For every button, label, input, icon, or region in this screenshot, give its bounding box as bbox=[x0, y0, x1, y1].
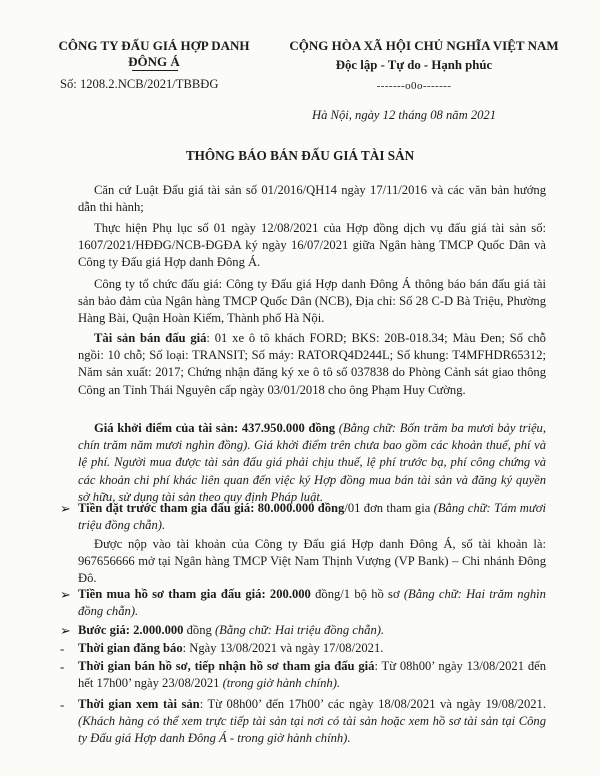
sale-time-item bbox=[60, 658, 546, 692]
company-name-line2: ĐÔNG Á bbox=[128, 54, 180, 69]
notice-time-label: Thời gian đăng báo bbox=[78, 641, 183, 655]
arrow-bullet-icon: ➢ bbox=[60, 587, 71, 602]
bid-step-label: Bước giá: 2.000.000 bbox=[78, 623, 184, 637]
page-title: THÔNG BÁO BÁN ĐẤU GIÁ TÀI SẢN bbox=[185, 148, 415, 163]
deposit-item bbox=[60, 500, 546, 534]
deposit-label: Tiền đặt trước tham gia đấu giá: 80.000.000 đồng bbox=[78, 501, 345, 515]
motto-separator: -------o0o------- bbox=[376, 80, 452, 92]
viewing-time-note: (Khách hàng có thể xem trực tiếp tài sản tại nơi có tài sản hoặc xem hồ sơ tài sản tại Công ty Đấu giá Hợp danh Đông Á - trong giờ hành chính). bbox=[78, 714, 546, 746]
company-underline bbox=[132, 70, 178, 71]
company-name-line1: CÔNG TY ĐẤU GIÁ HỢP DANH bbox=[58, 38, 250, 53]
dash-bullet: - bbox=[60, 697, 65, 712]
viewing-time-text: : Từ 08h00’ đến 17h00’ các ngày 18/08/2021 và ngày 19/08/2021. bbox=[199, 697, 546, 711]
sale-time-note: (trong giờ hành chính). bbox=[222, 676, 341, 691]
place-date: Hà Nội, ngày 12 tháng 08 năm 2021 bbox=[312, 108, 497, 122]
organizer-paragraph: Công ty tổ chức đấu giá: Công ty Đấu giá Hợp danh Đông Á thông báo bán đấu giá tài sản bảo đảm của Ngân hàng TMCP Quốc Dân (NCB), Địa chỉ: Số 28 C-D Bà Triệu, Phường Hàng Bài, Quận Hoàn Kiếm, Thành phố Hà Nội. bbox=[78, 277, 546, 326]
dossier-fee-item bbox=[60, 586, 546, 620]
sale-time-text: : Từ 08h00’ ngày 13/08/2021 đến hết 17h00’ ngày 23/08/2021 bbox=[78, 659, 546, 691]
sale-time-label: Thời gian bán hồ sơ, tiếp nhận hồ sơ tham gia đấu giá bbox=[78, 659, 375, 673]
viewing-time-label: Thời gian xem tài sản bbox=[78, 697, 200, 711]
bid-step-unit: đồng bbox=[183, 623, 215, 637]
starting-price-label: Giá khởi điểm của tài sản: 437.950.000 đồng bbox=[94, 421, 336, 435]
starting-price-paragraph bbox=[78, 420, 546, 506]
bid-step-words: (Bằng chữ: Hai triệu đồng chẵn). bbox=[214, 623, 385, 637]
dash-bullet: - bbox=[60, 659, 65, 674]
company-name bbox=[40, 38, 268, 70]
asset-description: : 01 xe ô tô khách FORD; BKS: 20B-018.34; Màu Đen; Số chỗ ngồi: 10 chỗ; Số loại: TRANSIT; Số máy: RATORQ4D244L; Số khung: T4MFHDR65312; Năm sản xuất: 2017; Chứng nhận đăng ký xe ô tô số 037838 do Phòng Cảnh sát giao thông Công an Tỉnh Thái Nguyên cấp ngày 03/01/2018 cho ông Phạm Huy Cường. bbox=[78, 331, 546, 397]
notice-time-text: : Ngày 13/08/2021 và ngày 17/08/2021. bbox=[182, 641, 384, 655]
deposit-unit: /01 đơn tham gia bbox=[344, 501, 434, 515]
dossier-fee-label: Tiền mua hồ sơ tham gia đấu giá: 200.000 bbox=[78, 587, 311, 601]
deposit-words: (Bằng chữ: Tám mươi triệu đồng chẵn). bbox=[78, 501, 546, 533]
legal-basis-paragraph: Căn cứ Luật Đấu giá tài sản số 01/2016/QH14 ngày 17/11/2016 và các văn bản hướng dẫn thi hành; bbox=[78, 183, 546, 215]
viewing-time-item bbox=[60, 696, 546, 748]
contract-paragraph: Thực hiện Phụ lục số 01 ngày 12/08/2021 của Hợp đồng dịch vụ đấu giá tài sản số: 1607/2021/HĐĐG/NCB-ĐGĐA ký ngày 16/07/2021 giữa Ngân hàng TMCP Quốc Dân và Công ty Đấu giá Hợp danh Đông Á. bbox=[78, 221, 546, 270]
dash-bullet: - bbox=[60, 641, 65, 656]
starting-price-text: (Bằng chữ: Bốn trăm ba mươi bảy triệu, chín trăm năm mươi nghìn đồng). Giá khởi điểm trên chưa bao gồm các khoản thuế, phí và lệ phí. Người mua được tài sản đấu giá phải chịu thuế, lệ phí trước bạ, phí công chứng và các khoản chi phí khác liên quan đến việc ký Hợp đồng mua bán tài sản và đăng ký quyền sở hữu, sử dụng tài sản theo quy định Pháp luật. bbox=[78, 421, 546, 504]
arrow-bullet-icon: ➢ bbox=[60, 501, 71, 516]
doc-number: Số: 1208.2.NCB/2021/TBBĐG bbox=[60, 77, 219, 91]
asset-label: Tài sản bán đấu giá bbox=[94, 331, 207, 345]
arrow-bullet-icon: ➢ bbox=[60, 623, 71, 638]
asset-paragraph bbox=[78, 330, 546, 399]
dossier-fee-unit: đồng/1 bộ hồ sơ bbox=[310, 587, 404, 601]
notice-time-item bbox=[60, 640, 546, 657]
nation-name: CỘNG HÒA XÃ HỘI CHỦ NGHĨA VIỆT NAM bbox=[289, 38, 559, 53]
nation-motto: Độc lập - Tự do - Hạnh phúc bbox=[335, 58, 493, 72]
dossier-fee-words: (Bằng chữ: Hai trăm nghìn đồng chẵn). bbox=[78, 587, 546, 619]
bid-step-item bbox=[60, 622, 546, 639]
bank-account-paragraph: Được nộp vào tài khoản của Công ty Đấu giá Hợp danh Đông Á, số tài khoản là: 967656666 mở tại Ngân hàng TMCP Việt Nam Thịnh Vượng (VP Bank) – Chi nhánh Đông Đô. bbox=[78, 537, 546, 586]
